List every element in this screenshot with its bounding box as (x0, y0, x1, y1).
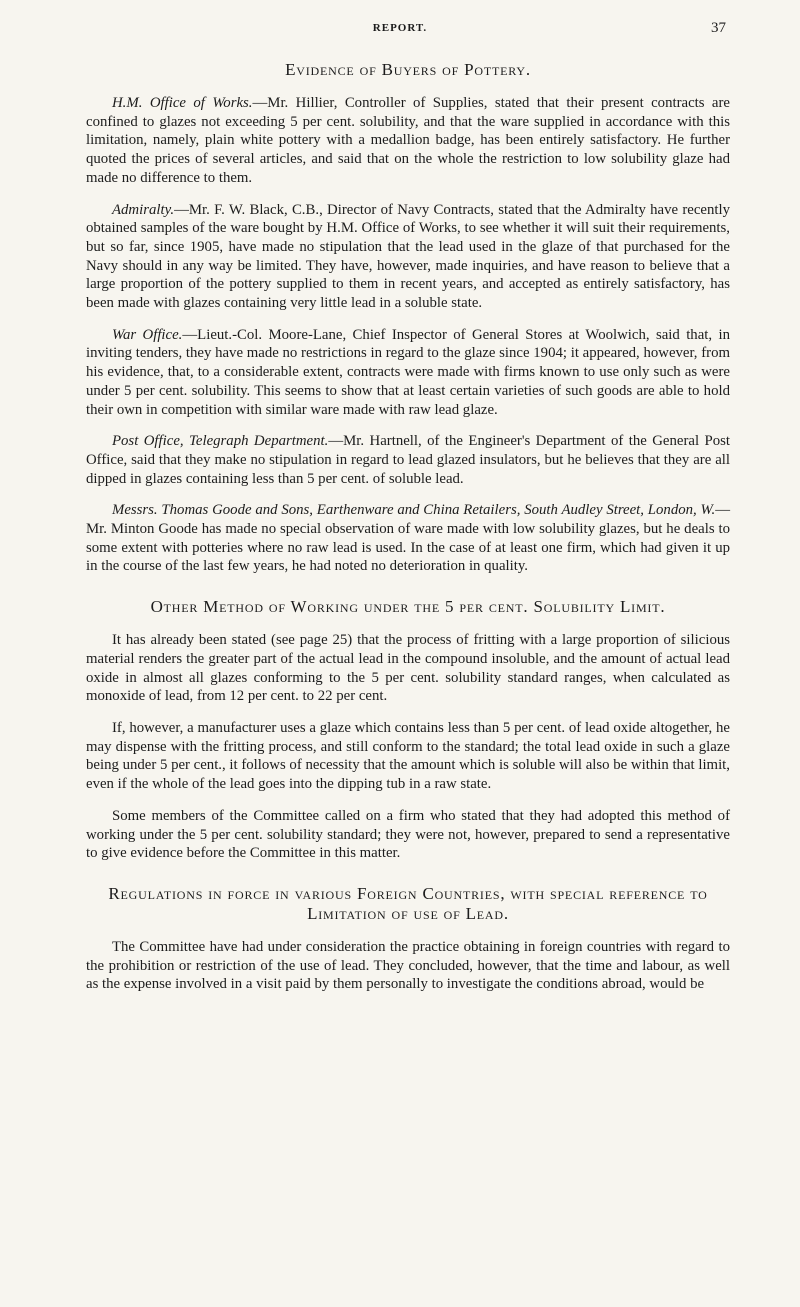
paragraph-text: —Mr. Hartnell, of the Engineer's Department of the General Post Office, said that they make no stipulation in regard to lead glazed insulators, but he believes that they are all dipped in glazes containing less than 5 per cent. of soluble lead. (86, 433, 731, 487)
running-head: REPORT. (372, 22, 428, 34)
paragraph-thomas-goode (86, 501, 730, 576)
section-heading-other-method: Other Method of Working under the 5 per cent. Solubility Limit. (150, 597, 666, 617)
page-header (0, 20, 800, 42)
paragraph-text: Some members of the Committee called on a firm who stated that they had adopted this method of working under the 5 per cent. solubility standard; they were not, however, prepared to send a representative to give evidence before the Committee in this matter. (86, 807, 730, 862)
paragraph-post-office (86, 432, 730, 488)
document-body (86, 60, 730, 1007)
paragraph-war-office (86, 326, 730, 420)
section-heading-foreign-regulations: Regulations in force in various Foreign Countries, with special reference to Limitation of use of Lead. (108, 883, 708, 923)
paragraph-text: —Mr. Hillier, Controller of Supplies, stated that their present contracts are confined to glazes not exceeding 5 per cent. solubility, and that the ware supplied in accordance with this limitation, namely, plain white pottery with a medallion badge, has been entirely satisfactory. He further quoted the prices of several articles, and said that on the whole the restriction to low solubility glaze had made no difference to them. (86, 95, 730, 186)
paragraph-text: It has already been stated (see page 25) that the process of fritting with a large proportion of silicious material renders the greater part of the actual lead in the compound insoluble, and the amount of actual lead oxide in almost all glazes conforming to the 5 per cent. solubility standard ranges, when calculated as monoxide of lead, from 12 per cent. to 22 per cent. (86, 632, 730, 705)
paragraph-text: —Mr. Minton Goode has made no special observation of ware made with low solubility glazes, but he deals to some extent with potteries where no raw lead is used. In the case of at least one firm, which had given it up in the course of the last few years, he had noted no deterioration in quality. (86, 502, 730, 575)
paragraph-text: The Committee have had under consideration the practice obtaining in foreign countries with regard to the prohibition or restriction of the use of lead. They concluded, however, that the time and labour, as well as the expense involved in a visit paid by them personally to investigate the conditions abroad, would be (86, 938, 730, 993)
paragraph-lead: H.M. Office of Works. (112, 95, 253, 111)
paragraph-foreign-practice (86, 938, 730, 994)
paragraph-lead: Post Office, Telegraph Department. (112, 433, 329, 450)
paragraph-office-of-works (86, 94, 730, 188)
section-spacer (86, 876, 730, 884)
paragraph-fritting (86, 631, 730, 706)
paragraph-text: If, however, a manufacturer uses a glaze which contains less than 5 per cent. of lead oxide altogether, he may dispense with the fritting process, and still conform to the standard; the total lead oxide in such a glaze being under 5 per cent., it follows of necessity that the amount which is soluble will also be within that limit, even if the whole of the lead goes into the dipping tub in a raw state. (86, 719, 730, 793)
paragraph-text: —Mr. F. W. Black, C.B., Director of Navy Contracts, stated that the Admiralty have recently obtained samples of the ware bought by H.M. Office of Works, to see whether it will suit their requirements, but so far, since 1905, have made no stipulation that the lead used in the glaze of that purchased for the Navy should in any way be limited. They have, however, made inquiries, and have reason to believe that a large proportion of the pottery supplied to them in recent years, and accepted as entirely satisfactory, has been made with glazes containing very little lead in a soluble state. (86, 201, 730, 312)
paragraph-lead: Admiralty. (112, 201, 175, 218)
page-number: 37 (711, 20, 726, 36)
paragraph-lead: Messrs. Thomas Goode and Sons, Earthenware and China Retailers, South Audley Street, London, W. (112, 502, 716, 519)
paragraph-lead: War Office. (112, 326, 183, 343)
paragraph-committee-visit (86, 807, 730, 863)
paragraph-low-lead-glaze (86, 719, 730, 794)
section-spacer (86, 589, 730, 597)
paragraph-admiralty (86, 201, 730, 313)
section-heading-buyers-evidence: Evidence of Buyers of Pottery. (285, 60, 531, 79)
paragraph-text: —Lieut.-Col. Moore-Lane, Chief Inspector of General Stores at Woolwich, said that, in inviting tenders, they have made no restrictions in regard to the glaze since 1904; it appeared, however, from his evidence, that, to a considerable extent, contracts were made with firms known to use only such as were under 5 per cent. solubility. This seems to show that at least certain varieties of such goods are able to hold their own in competition with similar ware made with raw lead glaze. (86, 326, 730, 418)
